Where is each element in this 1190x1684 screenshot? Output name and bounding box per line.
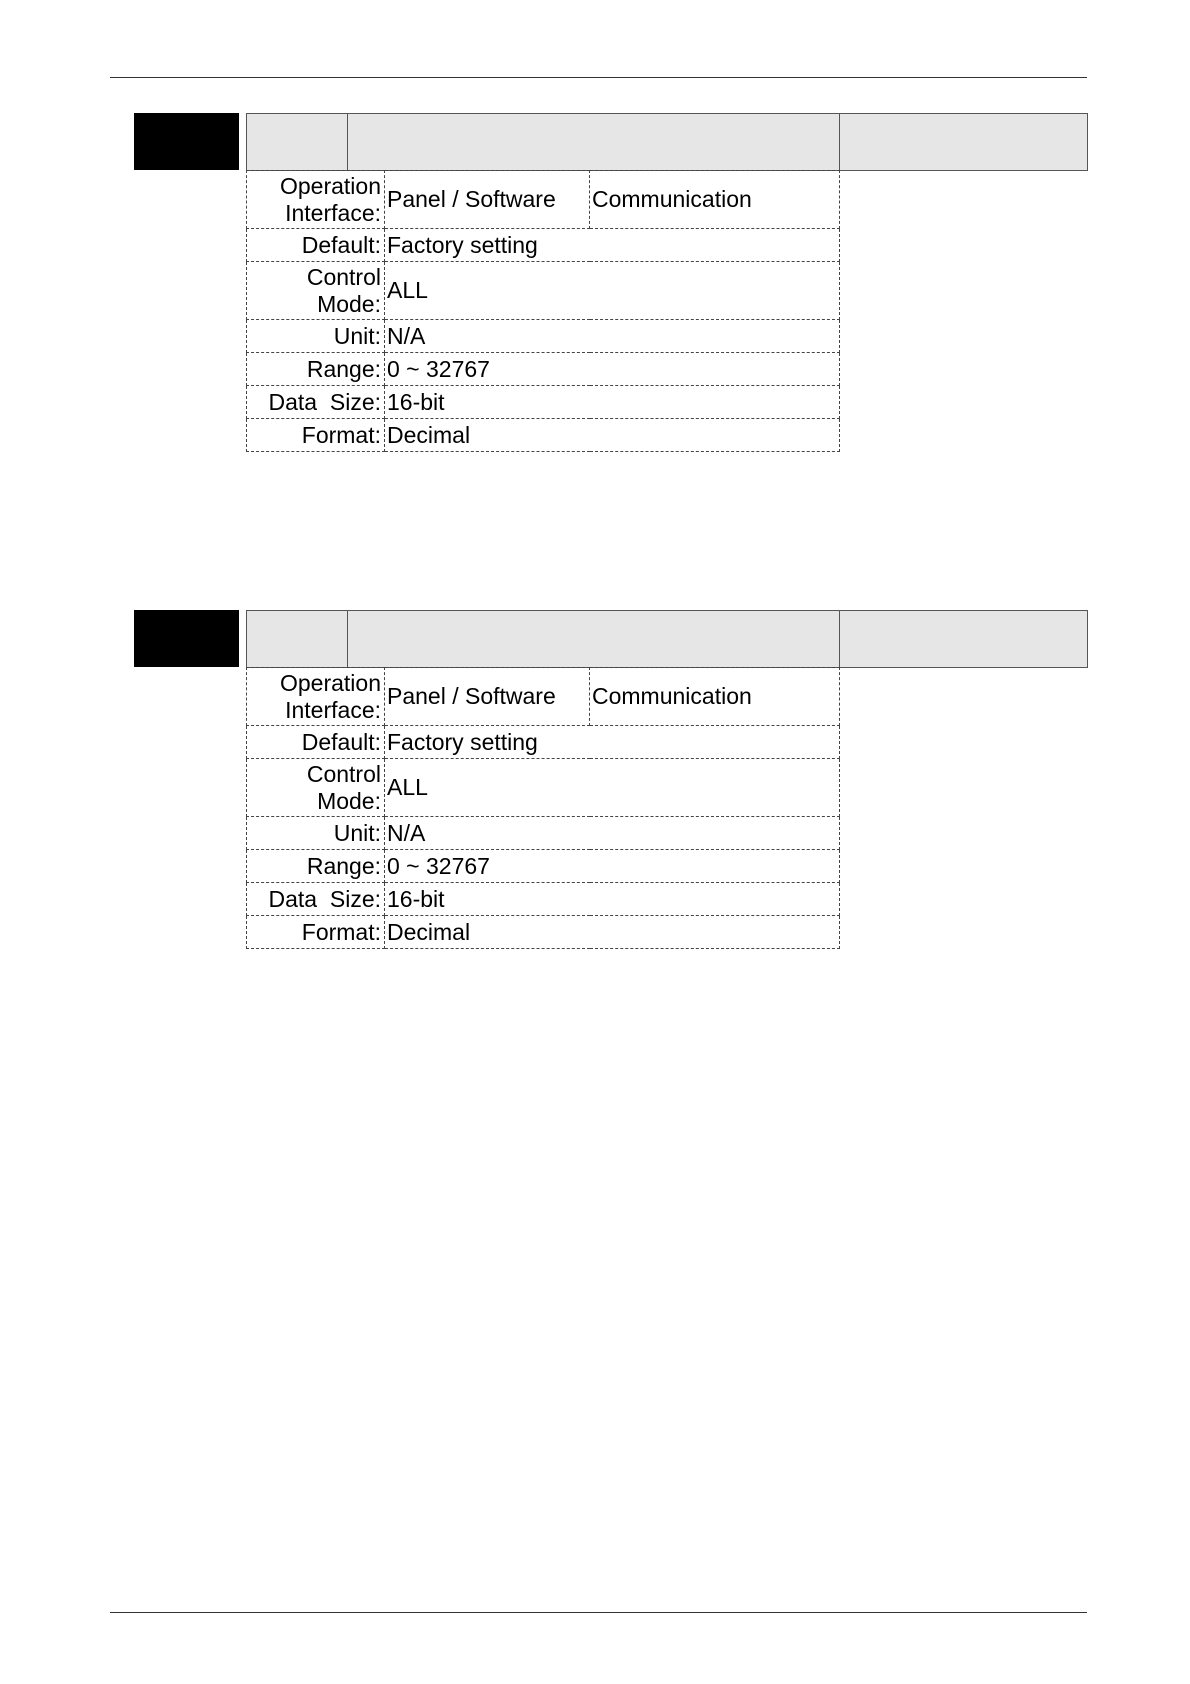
value-default: Factory setting — [385, 726, 840, 759]
parameter-info-table — [246, 170, 840, 452]
parameter-header-bar — [246, 610, 1088, 668]
value-data-size: 16-bit — [385, 386, 840, 419]
bottom-rule — [110, 1612, 1087, 1613]
value-default: Factory setting — [385, 229, 840, 262]
header-cell-address — [840, 611, 1087, 667]
header-cell-code — [247, 114, 348, 170]
row-range — [247, 353, 840, 386]
label-format: Format: — [247, 419, 385, 452]
row-control-mode — [247, 759, 840, 817]
label-unit: Unit: — [247, 320, 385, 353]
label-default: Default: — [247, 726, 385, 759]
row-unit — [247, 320, 840, 353]
label-format: Format: — [247, 916, 385, 949]
parameter-info-table — [246, 667, 840, 949]
value-interface-panel: Panel / Software — [385, 668, 590, 726]
label-data-size: Data Size: — [247, 883, 385, 916]
value-unit: N/A — [385, 817, 840, 850]
label-range: Range: — [247, 850, 385, 883]
row-default — [247, 726, 840, 759]
label-data-size: Data Size: — [247, 386, 385, 419]
value-interface-communication: Communication — [590, 171, 840, 229]
row-format — [247, 916, 840, 949]
value-format: Decimal — [385, 916, 840, 949]
header-cell-name — [348, 114, 840, 170]
label-unit: Unit: — [247, 817, 385, 850]
row-operation-interface — [247, 171, 840, 229]
row-data-size — [247, 883, 840, 916]
value-control-mode: ALL — [385, 262, 840, 320]
label-control-mode: Control Mode: — [247, 759, 385, 817]
row-format — [247, 419, 840, 452]
value-format: Decimal — [385, 419, 840, 452]
parameter-code-block — [134, 610, 239, 667]
row-range — [247, 850, 840, 883]
value-unit: N/A — [385, 320, 840, 353]
label-operation-interface: Operation Interface: — [247, 668, 385, 726]
header-cell-name — [348, 611, 840, 667]
value-range: 0 ~ 32767 — [385, 850, 840, 883]
value-interface-communication: Communication — [590, 668, 840, 726]
parameter-code-block — [134, 113, 239, 170]
label-range: Range: — [247, 353, 385, 386]
top-rule — [110, 77, 1087, 78]
parameter-header-bar — [246, 113, 1088, 171]
value-data-size: 16-bit — [385, 883, 840, 916]
label-default: Default: — [247, 229, 385, 262]
label-control-mode: Control Mode: — [247, 262, 385, 320]
label-operation-interface: Operation Interface: — [247, 171, 385, 229]
value-interface-panel: Panel / Software — [385, 171, 590, 229]
header-cell-address — [840, 114, 1087, 170]
row-default — [247, 229, 840, 262]
row-operation-interface — [247, 668, 840, 726]
row-data-size — [247, 386, 840, 419]
row-unit — [247, 817, 840, 850]
value-control-mode: ALL — [385, 759, 840, 817]
row-control-mode — [247, 262, 840, 320]
header-cell-code — [247, 611, 348, 667]
value-range: 0 ~ 32767 — [385, 353, 840, 386]
